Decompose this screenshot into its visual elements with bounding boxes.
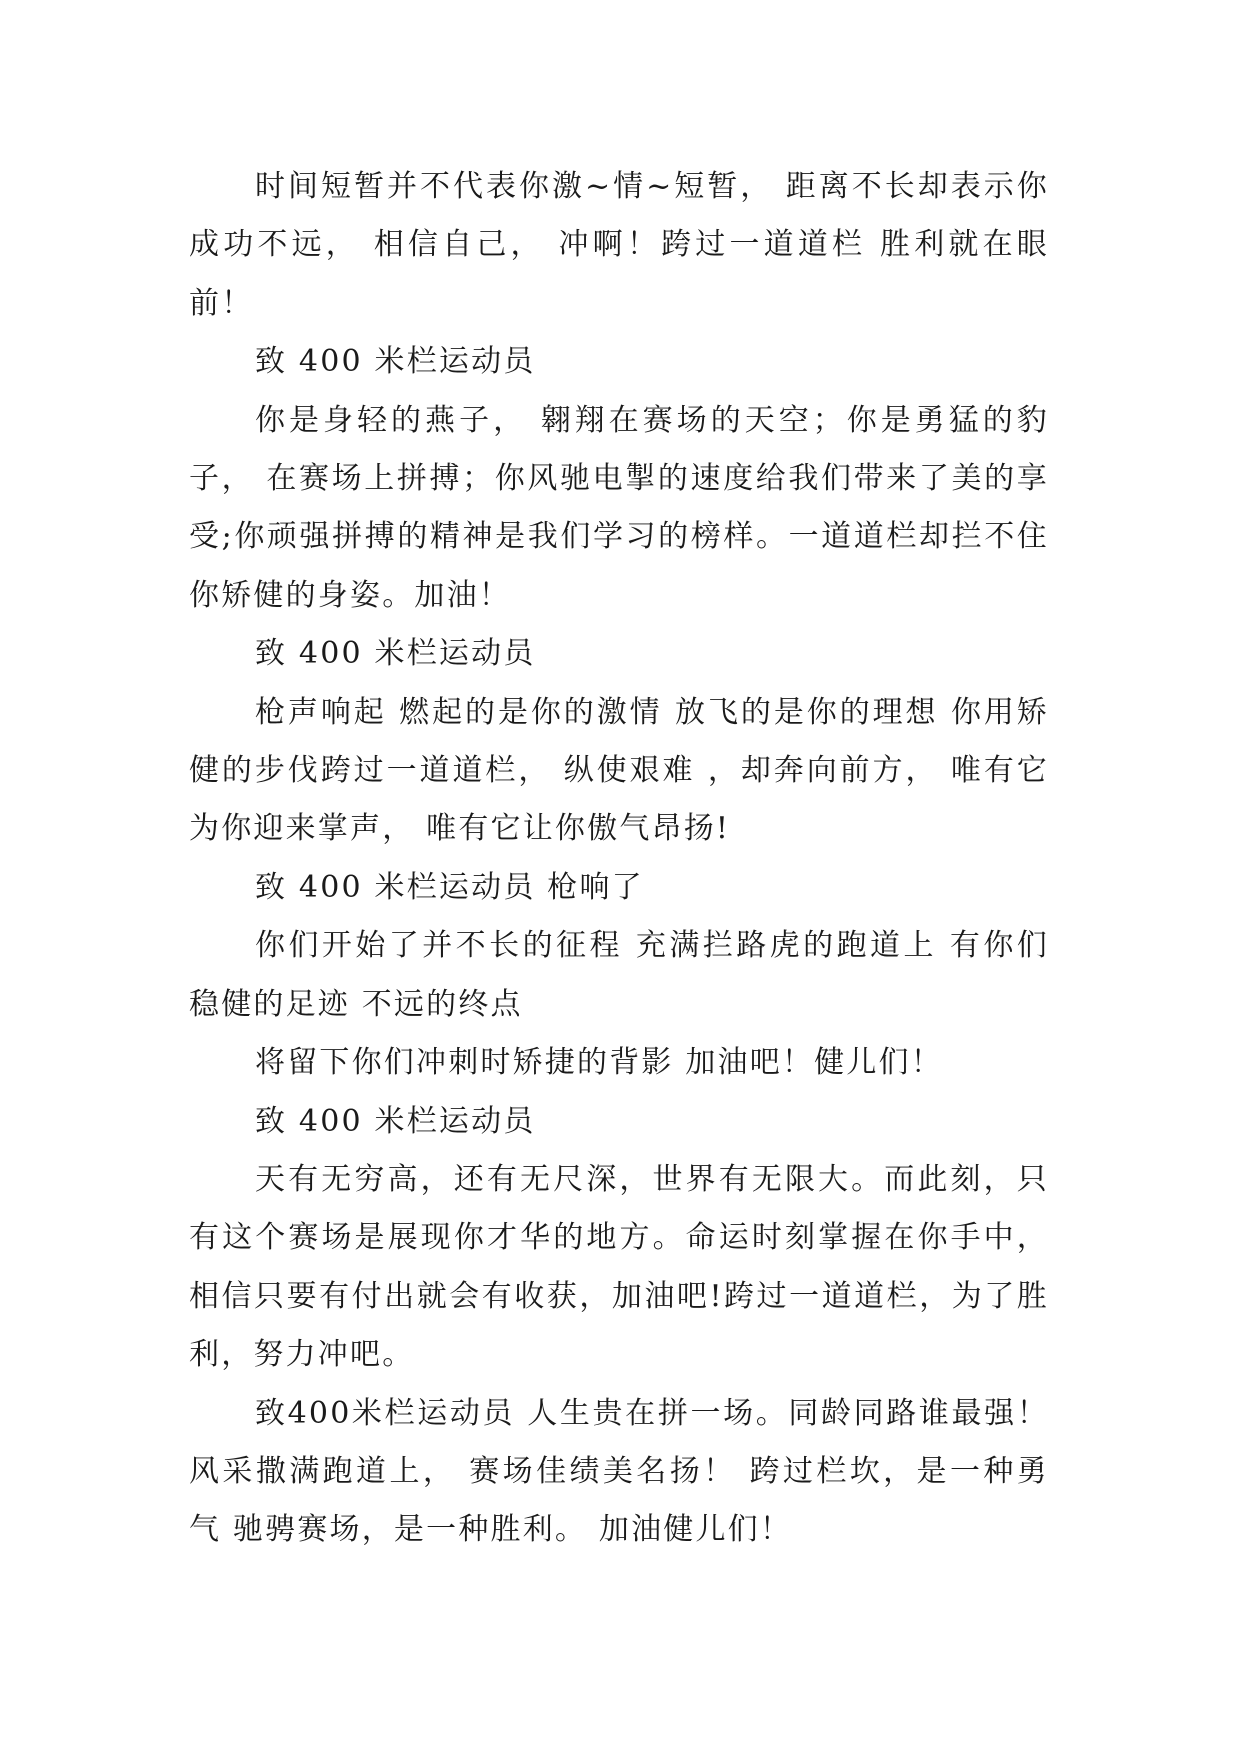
paragraph-journey: 你们开始了并不长的征程 充满拦路虎的跑道上 有你们稳健的足迹 不远的终点 (189, 928, 1049, 1022)
paragraph-heading-4: 致 400 米栏运动员 (255, 1103, 536, 1139)
paragraph-intro: 时间短暂并不代表你激~情~短暂， 距离不长却表示你成功不远， 相信自己， 冲啊！跨过一道道栏 胜利就在眼前！ (189, 169, 1049, 321)
paragraph-heading-2: 致 400 米栏运动员 (255, 636, 536, 672)
paragraph-finish: 将留下你们冲刺时矫捷的背影 加油吧！健儿们！ (255, 1045, 943, 1081)
paragraph-final: 致400米栏运动员 人生贵在拼一场。同龄同路谁最强！风采撒满跑道上， 赛场佳绩美名扬！ 跨过栏坎，是一种勇气 驰骋赛场，是一种胜利。 加油健儿们！ (189, 1395, 1049, 1548)
paragraph-heading-1: 致 400 米栏运动员 (255, 344, 536, 380)
paragraph-sky: 天有无穷高，还有无尺深，世界有无限大。而此刻，只有这个赛场是展现你才华的地方。命运时刻掌握在你手中，相信只要有付出就会有收获，加油吧!跨过一道道栏，为了胜利，努力冲吧。 (189, 1161, 1049, 1373)
paragraph-gunshot: 枪声响起 燃起的是你的激情 放飞的是你的理想 你用矫健的步伐跨过一道道栏， 纵使艰难 ，却奔向前方， 唯有它为你迎来掌声， 唯有它让你傲气昂扬! (189, 694, 1049, 847)
paragraph-swallow: 你是身轻的燕子， 翱翔在赛场的天空；你是勇猛的豹子， 在赛场上拼搏；你风驰电掣的速度给我们带来了美的享受;你顽强拼搏的精神是我们学习的榜样。一道道栏却拦不住你矫健的身姿。加油！ (189, 402, 1049, 613)
document-body (189, 158, 1049, 1560)
paragraph-heading-3: 致 400 米栏运动员 枪响了 (255, 869, 644, 905)
